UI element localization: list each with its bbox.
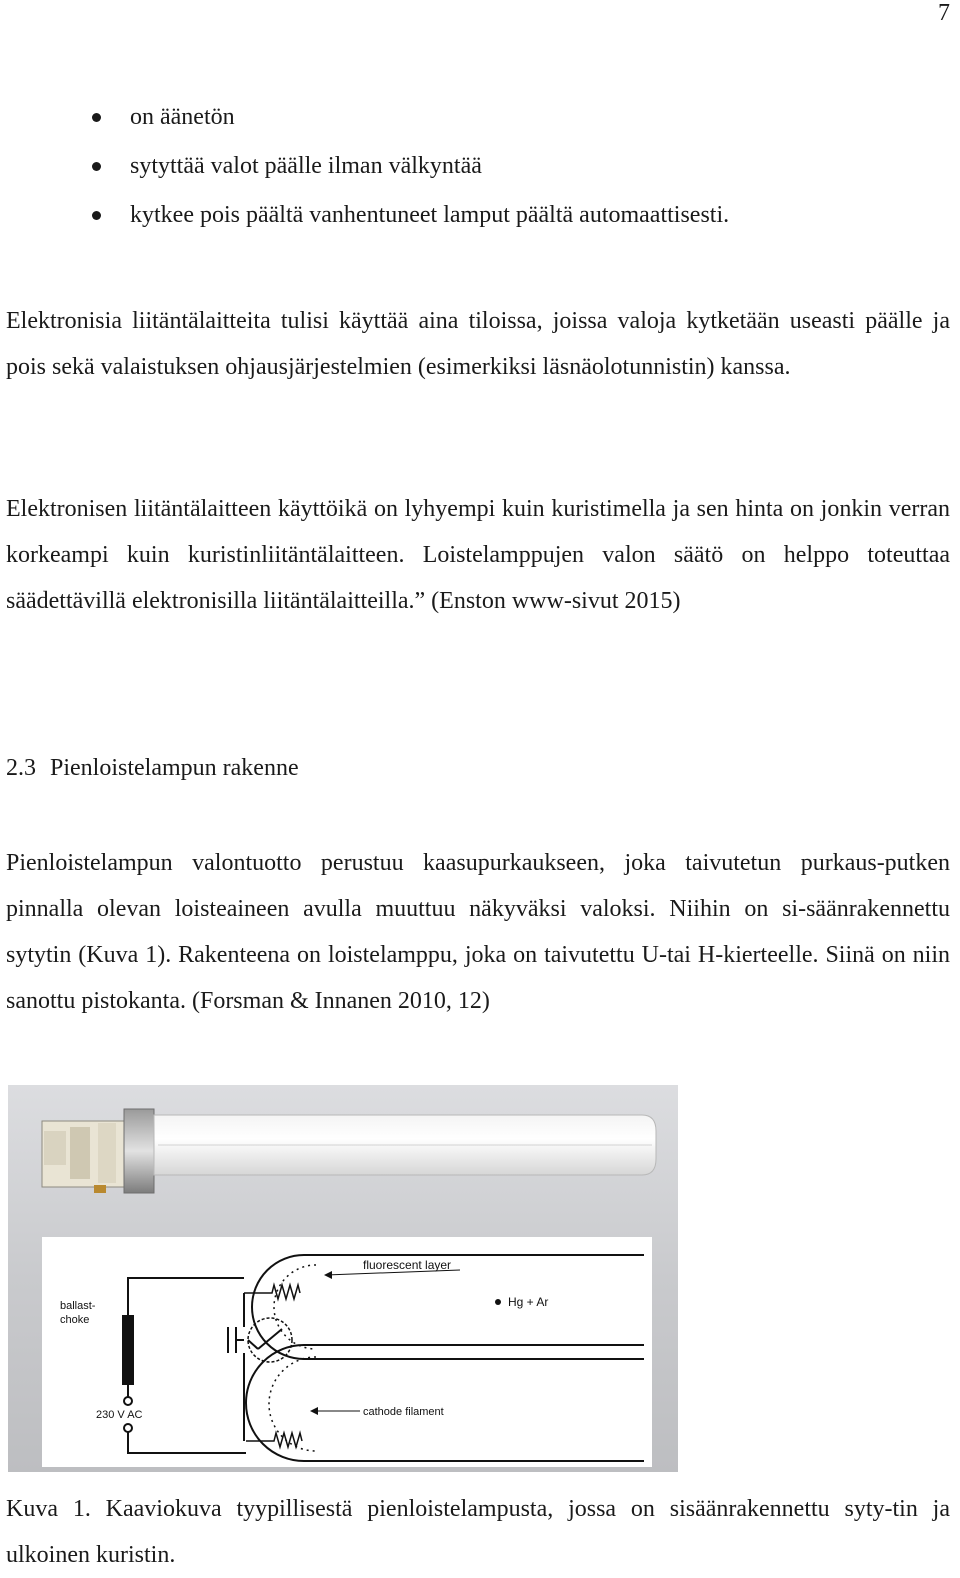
- lamp-figure-svg: [8, 1085, 678, 1472]
- bullet-text: on äänetön: [130, 104, 235, 130]
- lamp-pin: [100, 1185, 106, 1193]
- lamp-pin: [94, 1185, 100, 1193]
- ballast-choke-symbol: [122, 1315, 134, 1385]
- bullet-list: [0, 93, 960, 240]
- schematic-diagram: [42, 1237, 652, 1467]
- lamp-plug-detail: [70, 1127, 90, 1179]
- label-fluorescent-layer: fluorescent layer: [363, 1258, 452, 1272]
- bullet-dot: [92, 113, 101, 122]
- label-cathode-filament: cathode filament: [363, 1406, 444, 1418]
- paragraph-ballast-usage: Elektronisia liitäntälaitteita tulisi käyttää aina tiloissa, joissa valoja kytketään useasti päälle ja pois sekä valaistuksen ohjausjärjestelmien (esimerkiksi läsnäolotunnistin) kanssa.: [6, 308, 950, 380]
- paragraph-ballast-lifetime: Elektronisen liitäntälaitteen käyttöikä on lyhyempi kuin kuristimella ja sen hinta on jonkin verran korkeampi kuin kuristinliitäntälaitteen. Loistelamppujen valon säätö on helppo toteuttaa säädettävillä elektronisilla liitäntälaitteilla.” (Enston www-sivut 2015): [6, 496, 950, 614]
- label-ballast-line2: choke: [60, 1314, 90, 1326]
- lamp-figure: [8, 1085, 678, 1472]
- section-heading: [6, 755, 299, 782]
- gas-marker: [495, 1299, 501, 1305]
- bullet-dot: [92, 211, 101, 220]
- label-gas: Hg + Ar: [508, 1295, 549, 1309]
- paragraph-lamp-structure: Pienloistelampun valontuotto perustuu kaasupurkaukseen, joka taivutetun purkaus-putken pinnalla olevan loisteaineen avulla muuttuu näkyväksi valoksi. Niihin on si-säänrakennettu sytytin (Kuva 1). Rakenteena on loistelamppu, joka on taivutettu U-tai H-kierteelle. Siinä on niin sanottu pistokanta. (Forsman & Innanen 2010, 12): [6, 850, 950, 1014]
- lamp-plug-detail: [98, 1123, 116, 1183]
- lamp-collar: [124, 1109, 154, 1193]
- label-voltage: 230 V AC: [96, 1409, 143, 1421]
- bullet-text: sytyttää valot päälle ilman välkyntää: [130, 153, 482, 179]
- label-ballast-line1: ballast-: [60, 1300, 96, 1312]
- section-number: 2.3: [6, 755, 36, 781]
- bullet-item: [0, 142, 960, 191]
- page-number: 7: [938, 0, 950, 26]
- section-title: Pienloistelampun rakenne: [50, 755, 299, 781]
- bullet-dot: [92, 162, 101, 171]
- bullet-item: [0, 191, 960, 240]
- figure-caption: Kuva 1. Kaaviokuva tyypillisestä pienloistelampusta, jossa on sisäänrakennettu syty-tin ja ulkoinen kuristin.: [6, 1496, 950, 1568]
- lamp-plug-detail: [44, 1131, 66, 1165]
- bullet-item: [0, 93, 960, 142]
- bullet-text: kytkee pois päältä vanhentuneet lamput päältä automaattisesti.: [130, 202, 730, 228]
